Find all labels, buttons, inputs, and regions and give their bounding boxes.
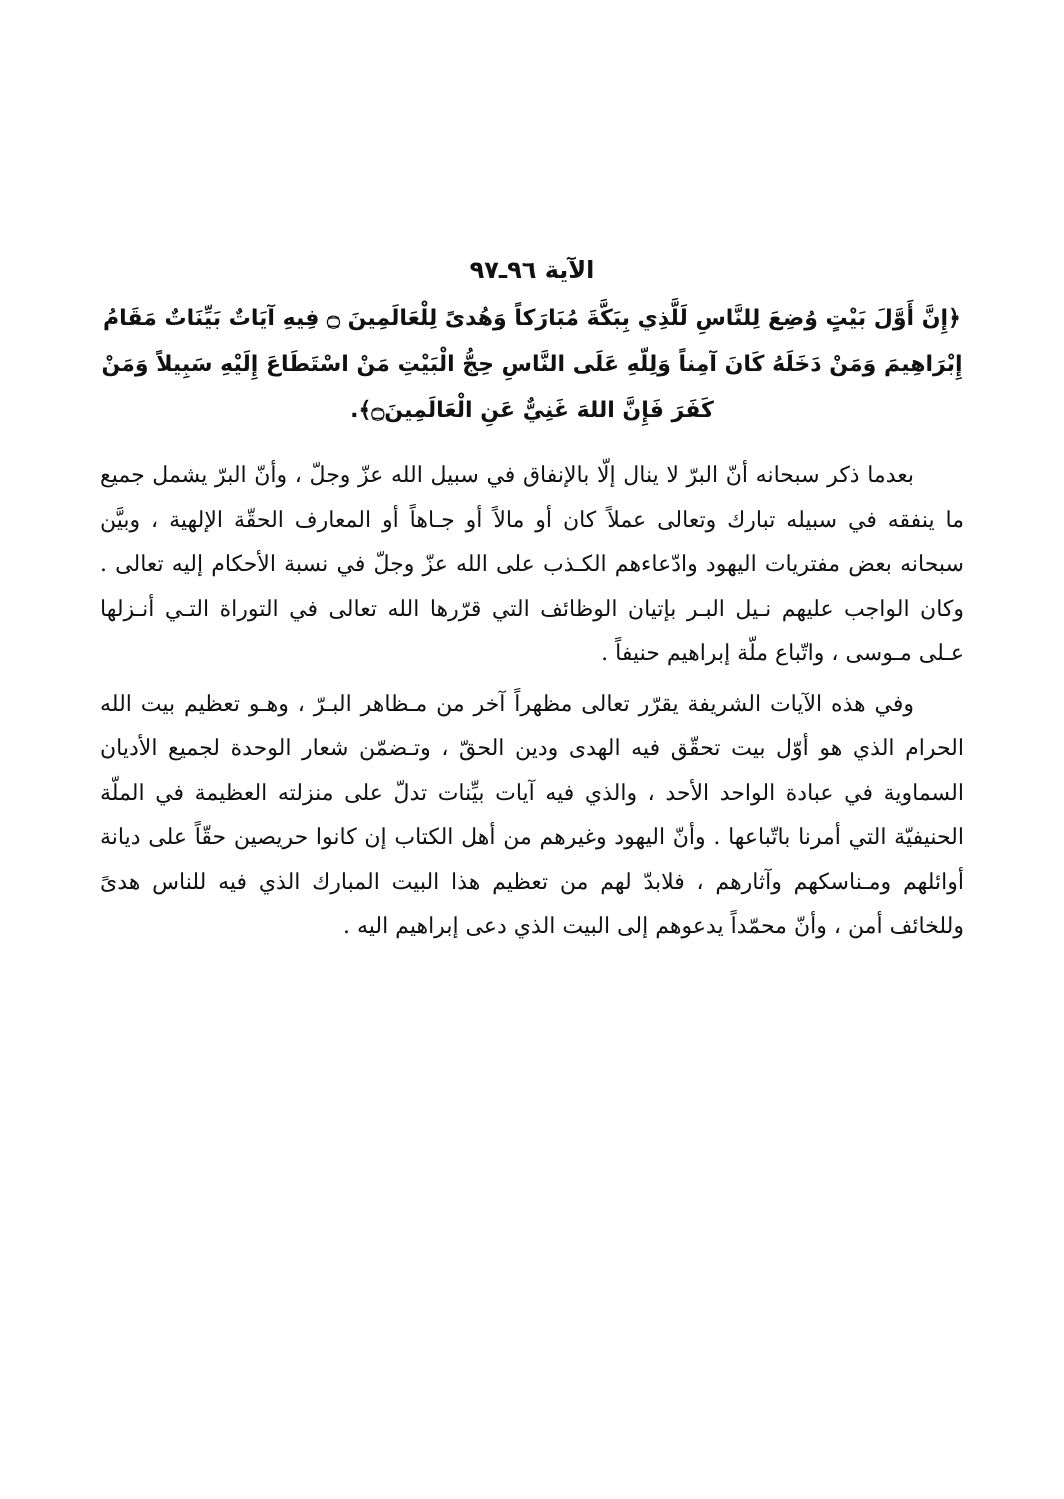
verse-heading: الآية ٩٦ـ٩٧ — [469, 256, 595, 284]
commentary-paragraph-1: بعدما ذكر سبحانه أنّ البرّ لا ينال إلّا بالإنفاق في سبيل الله عزّ وجلّ ، وأنّ البرّ يشمل جميع ما ينفقه في سبيله تبارك وتعالى عملاً كان أو مالاً أو جـاهاً أو المعارف الحقّة الإلهية ، وبيَّن سبحانه بعض مفتريات اليهود وادّعاءهم الكـذب على الله عزّ وجلّ في نسبة الأحكام إليه تعالى . وكان الواجب عليهم نـيل البـر بإتيان الوظائف التي قرّرها الله تعالى في التوراة التـي أنـزلها عـلى مـوسى ، واتّباع ملّة إبراهيم حنيفاً . — [100, 463, 964, 666]
page-content — [100, 250, 964, 956]
commentary-paragraph-2: وفي هذه الآيات الشريفة يقرّر تعالى مظهراً آخر من مـظاهر البـرّ ، وهـو تعظيم بيت الله الحرام الذي هو أوّل بيت تحقّق فيه الهدى ودين الحقّ ، وتـضمّن شعار الوحدة لجميع الأديان السماوية في عبادة الواحد الأحد ، والذي فيه آيات بيِّنات تدلّ على منزلته العظيمة في الملّة الحنيفيّة التي أمرنا باتّباعها . وأنّ اليهود وغيرهم من أهل الكتاب إن كانوا حريصين حقّاً على ديانة أوائلهم ومـناسكهم وآثارهم ، فلابدّ لهم من تعظيم هذا البيت المبارك الذي فيه للناس هدىً وللخائف أمن ، وأنّ محمّداً يدعوهم إلى البيت الذي دعى إبراهيم اليه . — [100, 691, 964, 939]
quran-verse: ﴿إِنَّ أَوَّلَ بَيْتٍ وُضِعَ لِلنَّاسِ لَلَّذِي بِبَكَّةَ مُبَارَكاً وَهُدىً لِلْعَالَمِينَ ۝ فِيهِ آيَاتٌ بَيِّنَاتٌ مَقَامُ إِبْرَاهِيمَ وَمَنْ دَخَلَهُ كَانَ آمِناً وَلِلّهِ عَلَى النَّاسِ حِجُّ الْبَيْتِ مَنْ اسْتَطَاعَ إِلَيْهِ سَبِيلاً وَمَنْ كَفَرَ فَإِنَّ اللهَ غَنِيٌّ عَنِ الْعَالَمِينَ۝﴾. — [101, 306, 963, 423]
